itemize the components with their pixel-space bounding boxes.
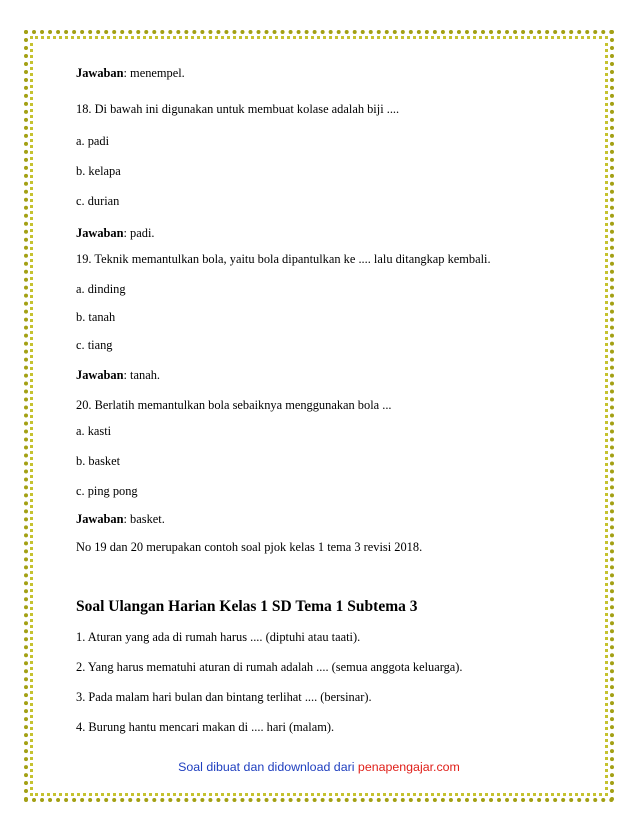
answer-line [76,512,165,526]
exercise-item: 1. Aturan yang ada di rumah harus .... (diptuhi atau taati). [76,630,361,644]
answer-line [76,368,160,382]
exercise-item: 4. Burung hantu mencari makan di .... hari (malam). [76,720,335,734]
section-heading: Soal Ulangan Harian Kelas 1 SD Tema 1 Subtema 3 [76,598,418,615]
option-b: b. tanah [76,310,116,324]
question-20: 20. Berlatih memantulkan bola sebaiknya menggunakan bola ... [76,398,392,412]
answer-text: : padi. [123,226,155,240]
option-a: a. kasti [76,424,112,438]
option-c: c. durian [76,194,120,208]
exercise-item: 3. Pada malam hari bulan dan bintang terlihat .... (bersinar). [76,690,372,704]
note-line: No 19 dan 20 merupakan contoh soal pjok kelas 1 tema 3 revisi 2018. [76,540,423,554]
footer-text: Soal dibuat dan didownload dari [178,760,358,774]
answer-line [76,66,185,80]
answer-text: : basket. [123,512,165,526]
answer-text: : tanah. [123,368,160,382]
option-c: c. tiang [76,338,113,352]
option-b: b. kelapa [76,164,121,178]
answer-label: Jawaban [76,512,124,526]
question-18: 18. Di bawah ini digunakan untuk membuat kolase adalah biji .... [76,102,400,116]
page-border-inner [30,36,608,796]
answer-label: Jawaban [76,226,124,240]
option-b: b. basket [76,454,121,468]
question-19: 19. Teknik memantulkan bola, yaitu bola dipantulkan ke .... lalu ditangkap kembali. [76,252,491,266]
answer-label: Jawaban [76,66,124,80]
answer-text: : menempel. [123,66,185,80]
footer-site-link[interactable]: penapengajar.com [357,760,460,774]
answer-label: Jawaban [76,368,124,382]
answer-line [76,226,155,240]
exercise-item: 2. Yang harus mematuhi aturan di rumah adalah .... (semua anggota keluarga). [76,660,463,674]
option-c: c. ping pong [76,484,138,498]
option-a: a. padi [76,134,110,148]
page-footer [0,760,638,774]
option-a: a. dinding [76,282,126,296]
